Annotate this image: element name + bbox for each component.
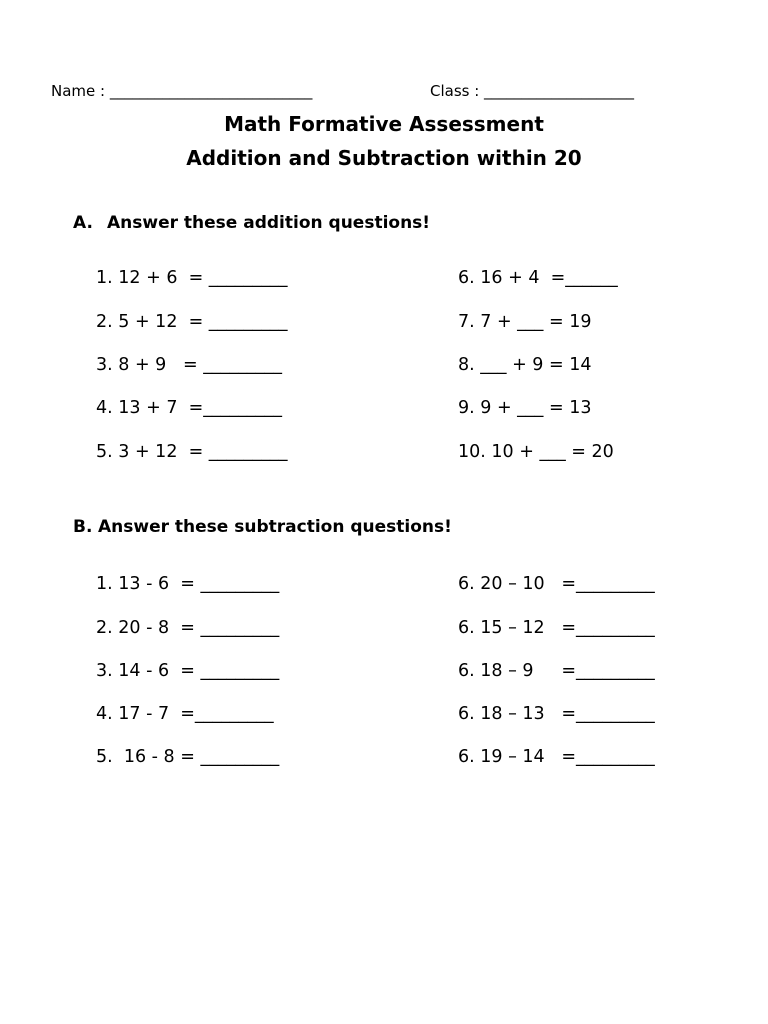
subtraction-question-6b[interactable]: 6. 15 – 12 =_________ <box>458 618 655 638</box>
subtraction-question-6c[interactable]: 6. 18 – 9 =_________ <box>458 661 655 681</box>
section-b-heading <box>73 517 452 537</box>
addition-question-9[interactable]: 9. 9 + ___ = 13 <box>458 398 592 418</box>
subtraction-question-5[interactable]: 5. 16 - 8 = _________ <box>96 747 280 767</box>
class-field-line[interactable]: Class : ____________________ <box>430 82 635 100</box>
worksheet-subtitle: Addition and Subtraction within 20 <box>186 146 582 170</box>
addition-question-7[interactable]: 7. 7 + ___ = 19 <box>458 312 592 332</box>
subtraction-question-3[interactable]: 3. 14 - 6 = _________ <box>96 661 280 681</box>
section-a-heading-text: Answer these addition questions! <box>107 213 431 233</box>
subtraction-question-4[interactable]: 4. 17 - 7 =_________ <box>96 704 274 724</box>
addition-question-5[interactable]: 5. 3 + 12 = _________ <box>96 442 288 462</box>
subtraction-question-1[interactable]: 1. 13 - 6 = _________ <box>96 574 280 594</box>
section-a-heading <box>73 213 430 233</box>
addition-question-2[interactable]: 2. 5 + 12 = _________ <box>96 312 288 332</box>
subtraction-question-6e[interactable]: 6. 19 – 14 =_________ <box>458 747 655 767</box>
subtraction-question-6d[interactable]: 6. 18 – 13 =_________ <box>458 704 655 724</box>
section-b-heading-text: Answer these subtraction questions! <box>98 517 452 537</box>
addition-question-3[interactable]: 3. 8 + 9 = _________ <box>96 355 282 375</box>
addition-question-4[interactable]: 4. 13 + 7 =_________ <box>96 398 282 418</box>
addition-question-10[interactable]: 10. 10 + ___ = 20 <box>458 442 614 462</box>
subtraction-question-6a[interactable]: 6. 20 – 10 =_________ <box>458 574 655 594</box>
worksheet-title: Math Formative Assessment <box>224 112 544 136</box>
subtraction-question-2[interactable]: 2. 20 - 8 = _________ <box>96 618 280 638</box>
section-a-letter: A. <box>73 213 93 233</box>
name-field-line[interactable]: Name : ___________________________ <box>51 82 313 100</box>
addition-question-1[interactable]: 1. 12 + 6 = _________ <box>96 268 288 288</box>
addition-question-8[interactable]: 8. ___ + 9 = 14 <box>458 355 592 375</box>
addition-question-6[interactable]: 6. 16 + 4 =______ <box>458 268 618 288</box>
section-b-letter: B. <box>73 517 93 537</box>
